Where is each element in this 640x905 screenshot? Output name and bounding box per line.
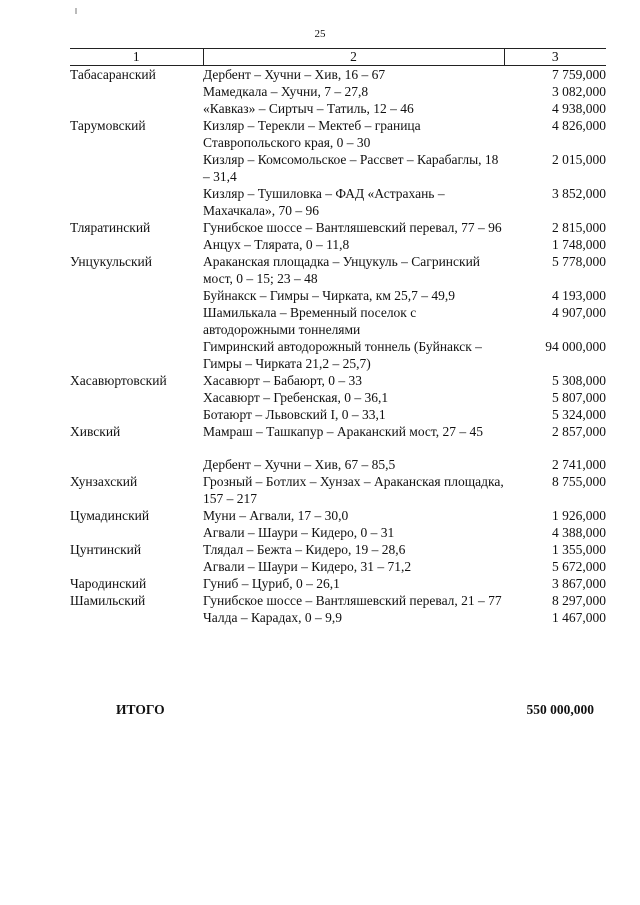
district-cell: Табасаранский [70, 67, 156, 82]
district-cell: Цумадинский [70, 508, 150, 523]
table-row [70, 558, 606, 575]
funding-table [70, 48, 606, 626]
amount-cell: 8 755,000 [552, 474, 606, 489]
district-cell: Шамильский [70, 593, 146, 608]
road-cell: Буйнакск – Гимры – Чирката, км 25,7 – 49,9 [203, 288, 456, 303]
amount-cell: 2 857,000 [552, 424, 606, 439]
road-cell: Агвали – Шаури – Кидеро, 31 – 71,2 [203, 559, 412, 574]
road-cell: Анцух – Тлярата, 0 – 11,8 [203, 237, 350, 252]
table-row [70, 185, 606, 219]
district-cell [70, 338, 203, 372]
amount-cell: 4 388,000 [552, 525, 606, 540]
district-cell: Тарумовский [70, 118, 146, 133]
table-header-row [70, 49, 606, 66]
road-cell: Араканская площадка – Унцукуль – Сагринский мост, 0 – 15; 23 – 48 [203, 254, 481, 286]
scan-artifact [75, 8, 77, 14]
amount-cell: 8 297,000 [552, 593, 606, 608]
district-cell: Чародинский [70, 576, 147, 591]
road-cell: Кизляр – Комсомольское – Рассвет – Карабаглы, 18 – 31,4 [203, 152, 499, 184]
district-cell: Хасавюртовский [70, 373, 167, 388]
district-cell [70, 609, 203, 626]
district-cell [70, 83, 203, 100]
table-row [70, 507, 606, 524]
amount-cell: 3 082,000 [552, 84, 606, 99]
column-header-1: 1 [70, 49, 203, 66]
table-row [70, 456, 606, 473]
district-cell [70, 151, 203, 185]
table-row [70, 83, 606, 100]
road-cell: Мамраш – Ташкапур – Араканский мост, 27 – 45 [203, 424, 484, 439]
district-cell [70, 389, 203, 406]
district-cell: Тляратинский [70, 220, 151, 235]
table-row [70, 372, 606, 389]
table-row [70, 406, 606, 423]
road-cell: Грозный – Ботлих – Хунзах – Араканская площадка, 157 – 217 [203, 474, 504, 506]
district-cell [70, 100, 203, 117]
spacer-cell [70, 440, 203, 456]
district-cell [70, 456, 203, 473]
road-cell: Дербент – Хучни – Хив, 16 – 67 [203, 67, 386, 82]
spacer-row [70, 440, 606, 456]
amount-cell: 5 672,000 [552, 559, 606, 574]
amount-cell: 2 815,000 [552, 220, 606, 235]
road-cell: Чалда – Карадах, 0 – 9,9 [203, 610, 343, 625]
table-row [70, 219, 606, 236]
amount-cell: 94 000,000 [545, 339, 606, 354]
road-cell: Гунибское шоссе – Вантляшевский перевал, 21 – 77 [203, 593, 502, 608]
district-cell [70, 304, 203, 338]
table-row [70, 117, 606, 151]
road-cell: Муни – Агвали, 17 – 30,0 [203, 508, 349, 523]
table-row [70, 541, 606, 558]
road-cell: Кизляр – Тушиловка – ФАД «Астрахань – Махачкала», 70 – 96 [203, 186, 445, 218]
spacer-cell [203, 440, 504, 456]
column-header-3: 3 [504, 49, 606, 66]
table-row [70, 236, 606, 253]
district-cell: Цунтинский [70, 542, 142, 557]
table-row [70, 100, 606, 117]
table-row [70, 151, 606, 185]
table-row [70, 592, 606, 609]
road-cell: Дербент – Хучни – Хив, 67 – 85,5 [203, 457, 396, 472]
road-cell: Гуниб – Цуриб, 0 – 26,1 [203, 576, 340, 591]
table-row [70, 575, 606, 592]
district-cell [70, 236, 203, 253]
amount-cell: 5 807,000 [552, 390, 606, 405]
district-cell [70, 185, 203, 219]
amount-cell: 3 852,000 [552, 186, 606, 201]
road-cell: Хасавюрт – Гребенская, 0 – 36,1 [203, 390, 389, 405]
road-cell: Хасавюрт – Бабаюрт, 0 – 33 [203, 373, 362, 388]
amount-cell: 1 926,000 [552, 508, 606, 523]
amount-cell: 5 778,000 [552, 254, 606, 269]
table-row [70, 609, 606, 626]
total-value: 550 000,000 [526, 702, 594, 717]
table-row [70, 304, 606, 338]
district-cell: Хунзахский [70, 474, 138, 489]
road-cell: Шамилькала – Временный поселок с автодорожными тоннелями [203, 305, 417, 337]
table-row [70, 66, 606, 84]
amount-cell: 4 907,000 [552, 305, 606, 320]
road-cell: Ботаюрт – Львовский I, 0 – 33,1 [203, 407, 386, 422]
road-cell: «Кавказ» – Сиртыч – Татиль, 12 – 46 [203, 101, 414, 116]
amount-cell: 4 826,000 [552, 118, 606, 133]
road-cell: Гунибское шоссе – Вантляшевский перевал, 77 – 96 [203, 220, 502, 235]
table-row [70, 253, 606, 287]
amount-cell: 4 193,000 [552, 288, 606, 303]
road-cell: Агвали – Шаури – Кидеро, 0 – 31 [203, 525, 395, 540]
district-cell [70, 558, 203, 575]
district-cell [70, 406, 203, 423]
district-cell [70, 287, 203, 304]
table-row [70, 338, 606, 372]
district-cell [70, 524, 203, 541]
amount-cell: 1 748,000 [552, 237, 606, 252]
amount-cell: 1 467,000 [552, 610, 606, 625]
page-number: 25 [314, 28, 326, 40]
table-row [70, 423, 606, 440]
road-cell: Тлядал – Бежта – Кидеро, 19 – 28,6 [203, 542, 406, 557]
table-row [70, 473, 606, 507]
district-cell: Унцукульский [70, 254, 152, 269]
amount-cell: 3 867,000 [552, 576, 606, 591]
amount-cell: 2 741,000 [552, 457, 606, 472]
amount-cell: 1 355,000 [552, 542, 606, 557]
amount-cell: 4 938,000 [552, 101, 606, 116]
district-cell: Хивский [70, 424, 121, 439]
column-header-2: 2 [203, 49, 504, 66]
road-cell: Гимринский автодорожный тоннель (Буйнакск – Гимры – Чирката 21,2 – 25,7) [203, 339, 482, 371]
amount-cell: 5 324,000 [552, 407, 606, 422]
table-body [70, 66, 606, 627]
table-row [70, 287, 606, 304]
spacer-cell [504, 440, 606, 456]
table-row [70, 389, 606, 406]
road-cell: Кизляр – Терекли – Мектеб – граница Ставропольского края, 0 – 30 [203, 118, 421, 150]
road-cell: Мамедкала – Хучни, 7 – 27,8 [203, 84, 369, 99]
amount-cell: 5 308,000 [552, 373, 606, 388]
table-row [70, 524, 606, 541]
total-label: ИТОГО [116, 702, 165, 717]
amount-cell: 7 759,000 [552, 67, 606, 82]
amount-cell: 2 015,000 [552, 152, 606, 167]
